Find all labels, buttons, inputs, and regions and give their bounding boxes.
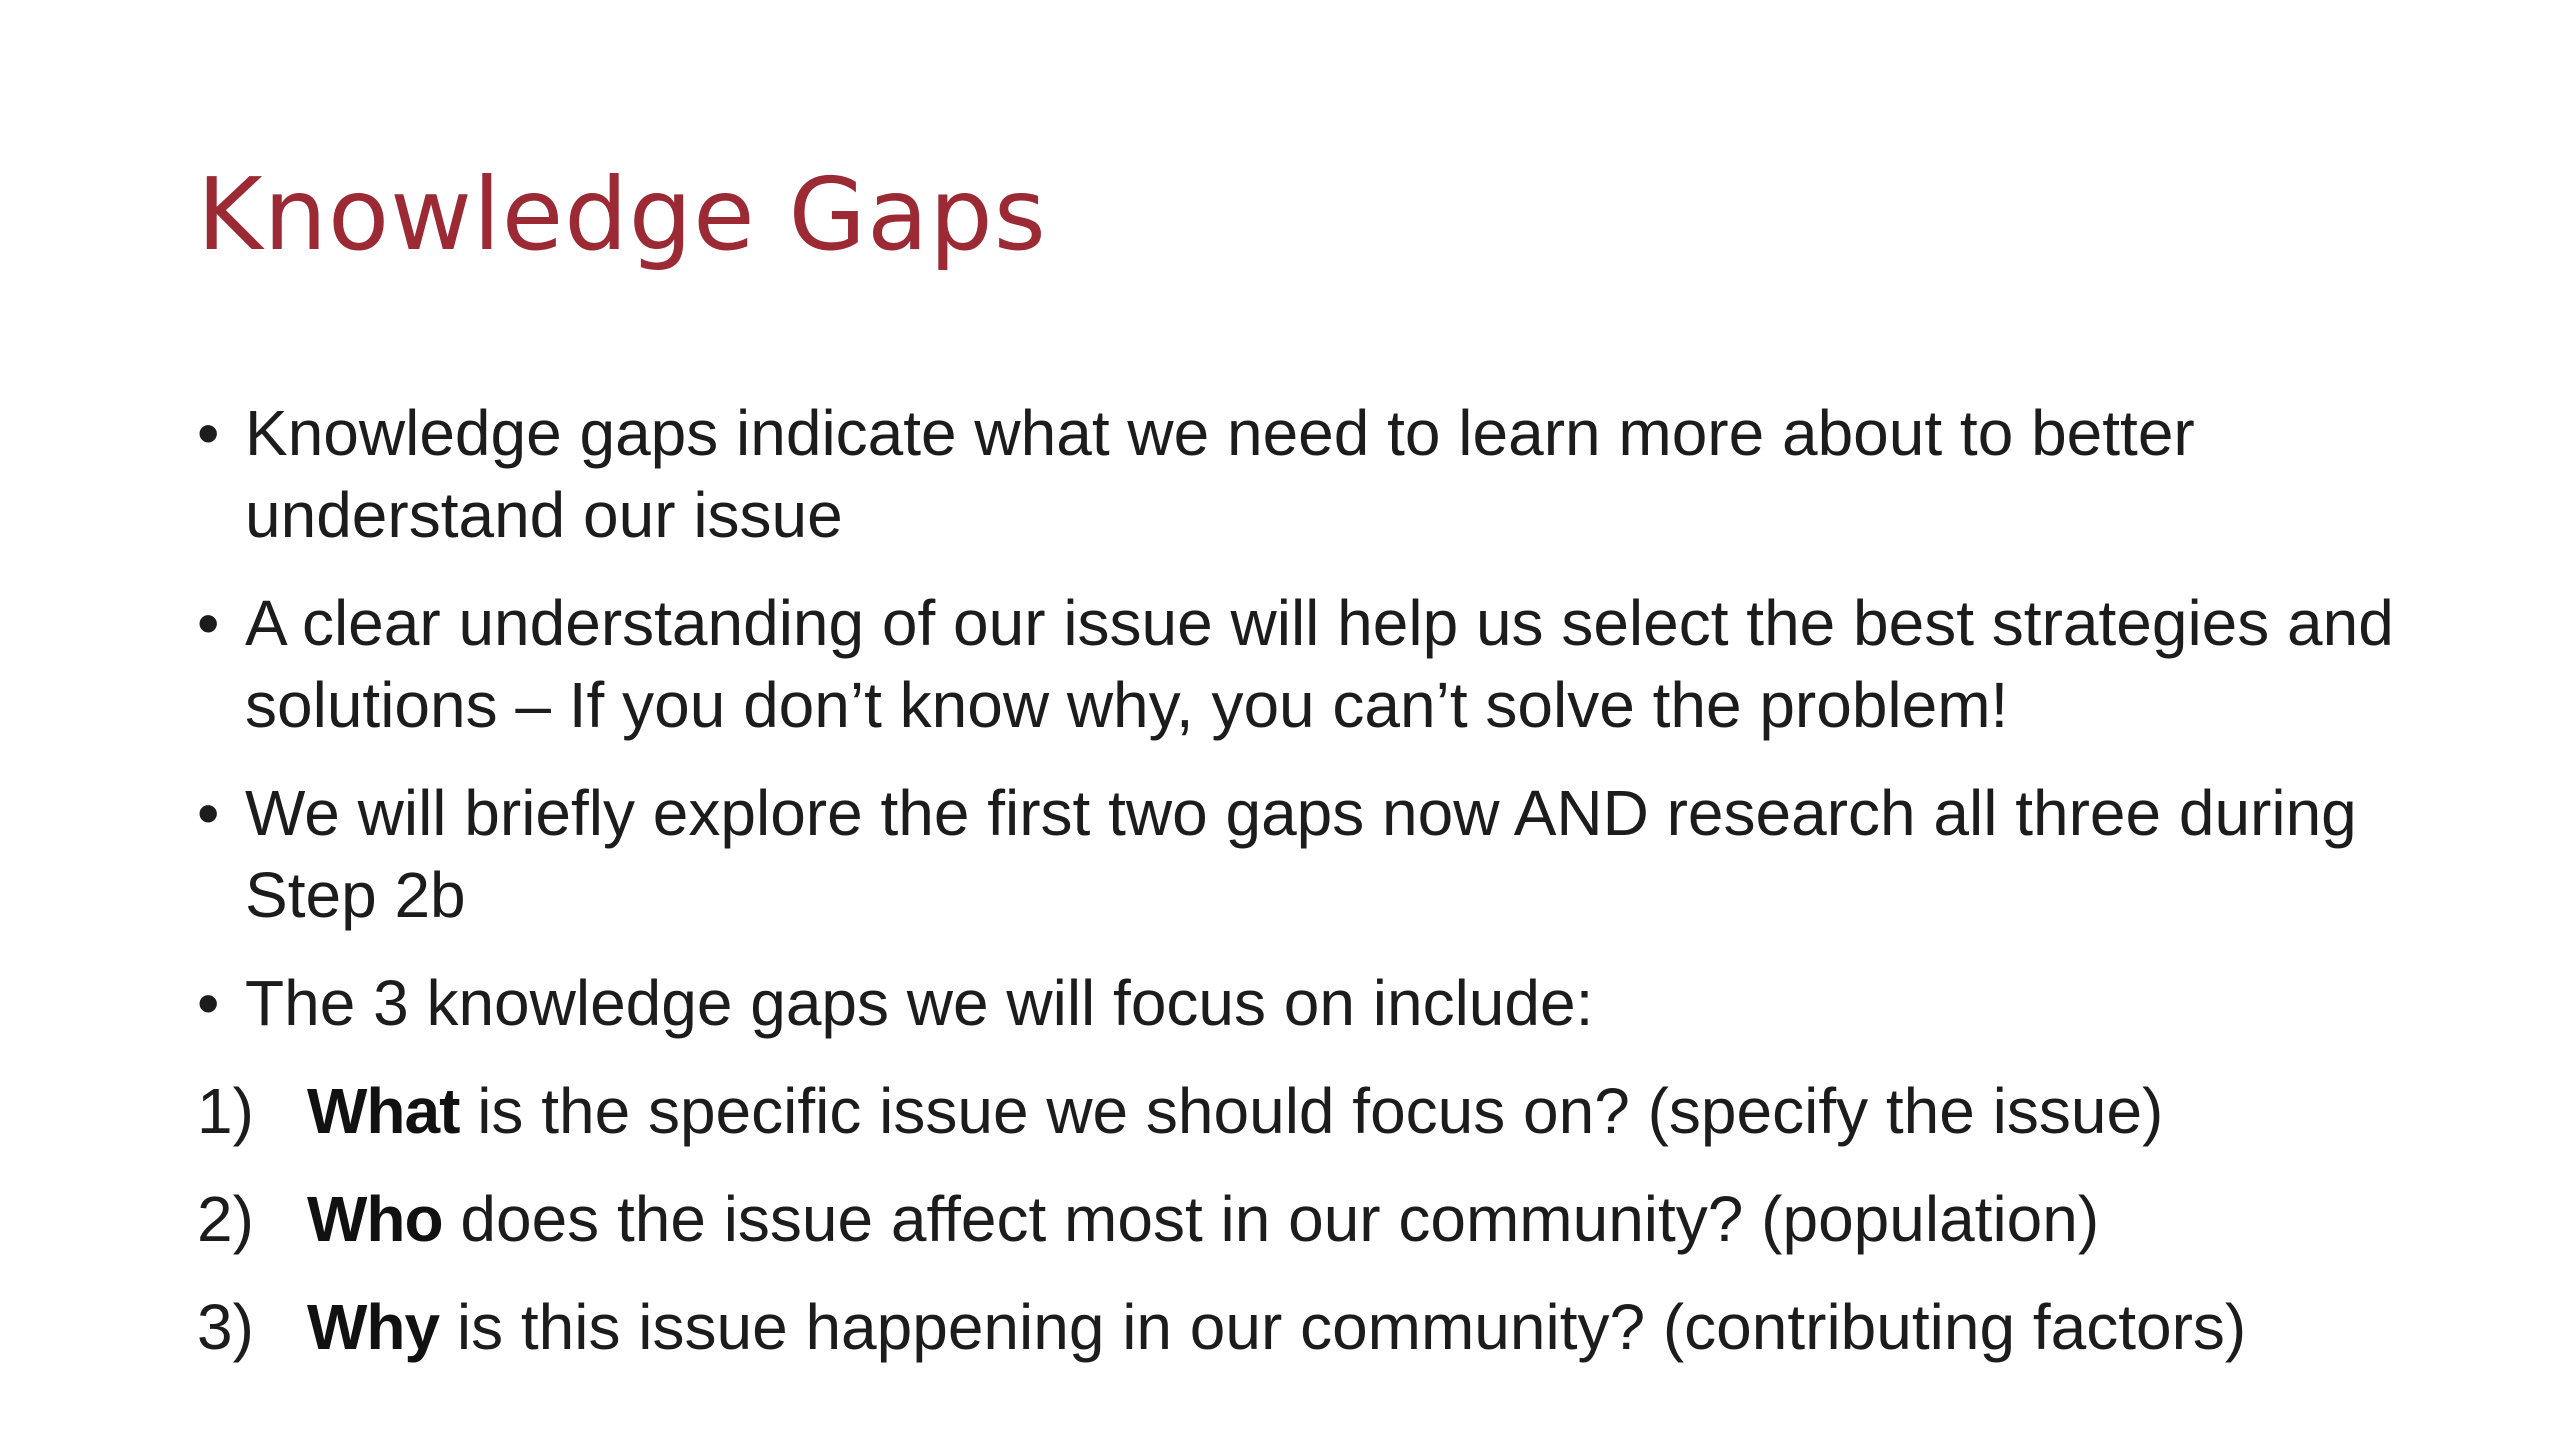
bullet-item-4	[197, 962, 2457, 1044]
numbered-item-2	[197, 1178, 2457, 1260]
bullet-text: A clear understanding of our issue will help us select the best strategies and solutions – If you don’t know why, you can’t solve the problem!	[245, 587, 2394, 741]
numbered-item-3	[197, 1286, 2457, 1368]
bullet-item-3	[197, 772, 2457, 936]
item-number: 2)	[197, 1183, 254, 1255]
item-keyword: Who	[307, 1183, 443, 1255]
bullet-text: We will briefly explore the first two gaps now AND research all three during Step 2b	[245, 777, 2357, 931]
numbered-item-1	[197, 1070, 2457, 1152]
item-number: 3)	[197, 1291, 254, 1363]
bullet-icon: •	[197, 967, 220, 1039]
bullet-icon: •	[197, 397, 220, 469]
bullet-icon: •	[197, 777, 220, 849]
item-number: 1)	[197, 1075, 254, 1147]
item-text: is this issue happening in our community? (contributing factors)	[439, 1291, 2247, 1363]
item-text: is the specific issue we should focus on? (specify the issue)	[459, 1075, 2164, 1147]
item-text: does the issue affect most in our community? (population)	[442, 1183, 2100, 1255]
bullet-item-1	[197, 392, 2457, 556]
bullet-text: The 3 knowledge gaps we will focus on include:	[245, 967, 1594, 1039]
bullet-item-2	[197, 582, 2457, 746]
item-keyword: Why	[307, 1291, 440, 1363]
slide-body	[197, 392, 2457, 1394]
bullet-icon: •	[197, 587, 220, 659]
slide-title: Knowledge Gaps	[197, 156, 1047, 273]
bullet-text: Knowledge gaps indicate what we need to learn more about to better understand our issue	[245, 397, 2195, 551]
item-keyword: What	[307, 1075, 460, 1147]
